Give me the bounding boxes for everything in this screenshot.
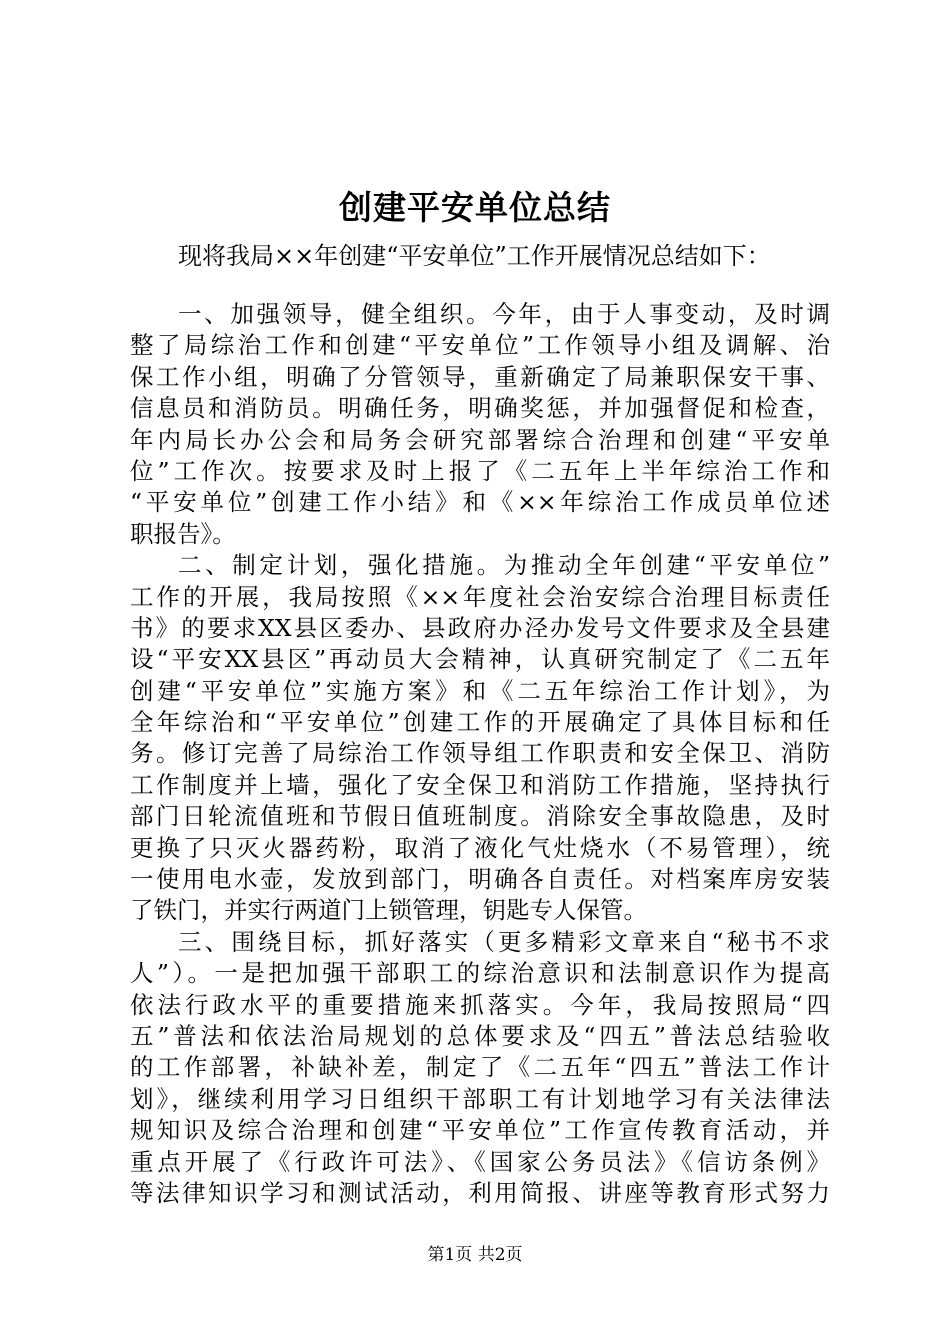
body-text-line: 重点开展了《行政许可法》、《国家公务员法》《信访条例》 bbox=[130, 1147, 830, 1176]
body-text-line: 等法律知识学习和测试活动，利用简报、讲座等教育形式努力 bbox=[130, 1178, 830, 1207]
body-text-line: 规知识及综合治理和创建“平安单位”工作宣传教育活动，并 bbox=[130, 1116, 830, 1145]
body-text-line: 五”普法和依法治局规划的总体要求及“四五”普法总结验收 bbox=[130, 1021, 830, 1050]
body-text-line: 的工作部署，补缺补差，制定了《二五年“四五”普法工作计 bbox=[130, 1053, 830, 1082]
body-text-line: 一使用电水壶，发放到部门，明确各自责任。对档案库房安装 bbox=[130, 865, 830, 894]
body-text-line: 务。修订完善了局综治工作领导组工作职责和安全保卫、消防 bbox=[130, 739, 830, 768]
page-footer: 第1页 共2页 bbox=[427, 1245, 523, 1265]
body-text-line: 依法行政水平的重要措施来抓落实。今年，我局按照局“四 bbox=[130, 990, 830, 1019]
body-text-line: 二、制定计划，强化措施。为推动全年创建“平安单位” bbox=[178, 551, 830, 580]
body-text-line: 工作制度并上墙，强化了安全保卫和消防工作措施，坚持执行 bbox=[130, 770, 830, 799]
intro-paragraph: 现将我局××年创建“平安单位”工作开展情况总结如下： bbox=[178, 242, 771, 270]
body-text-line: 保工作小组，明确了分管领导，重新确定了局兼职保安干事、 bbox=[130, 362, 830, 391]
body-text-line: 工作的开展，我局按照《××年度社会治安综合治理目标责任 bbox=[130, 582, 830, 611]
body-text-line: 了铁门，并实行两道门上锁管理，钥匙专人保管。 bbox=[130, 896, 647, 925]
body-text-line: 书》的要求XX县区委办、县政府办泾办发号文件要求及全县建 bbox=[130, 613, 830, 642]
body-text-line: 信息员和消防员。明确任务，明确奖惩，并加强督促和检查， bbox=[130, 394, 830, 423]
body-text-line: 职报告》。 bbox=[130, 519, 236, 548]
body-text-line: 年内局长办公会和局务会研究部署综合治理和创建“平安单 bbox=[130, 425, 830, 454]
body-text-line: 三、围绕目标，抓好落实（更多精彩文章来自“秘书不求 bbox=[178, 927, 830, 956]
body-text-line: 一、加强领导，健全组织。今年，由于人事变动，及时调 bbox=[178, 300, 830, 328]
body-text-line: 位”工作次。按要求及时上报了《二五年上半年综治工作和 bbox=[130, 456, 830, 485]
body-text-line: 全年综治和“平安单位”创建工作的开展确定了具体目标和任 bbox=[130, 708, 830, 737]
document-title: 创建平安单位总结 bbox=[339, 188, 611, 227]
body-text-line: 划》，继续利用学习日组织干部职工有计划地学习有关法律法 bbox=[130, 1084, 830, 1113]
document-body bbox=[130, 299, 830, 1209]
body-text-line: 设“平安XX县区”再动员大会精神，认真研究制定了《二五年 bbox=[130, 645, 830, 674]
body-text-line: 更换了只灭火器药粉，取消了液化气灶烧水（不易管理），统 bbox=[130, 833, 830, 862]
body-text-line: 创建“平安单位”实施方案》和《二五年综治工作计划》，为 bbox=[130, 676, 830, 705]
body-text-line: 人”）。一是把加强干部职工的综治意识和法制意识作为提高 bbox=[130, 959, 830, 988]
body-text-line: 部门日轮流值班和节假日值班制度。消除安全事故隐患，及时 bbox=[130, 802, 830, 831]
body-text-line: “平安单位”创建工作小结》和《××年综治工作成员单位述 bbox=[130, 488, 830, 517]
body-text-line: 整了局综治工作和创建“平安单位”工作领导小组及调解、治 bbox=[130, 331, 830, 360]
